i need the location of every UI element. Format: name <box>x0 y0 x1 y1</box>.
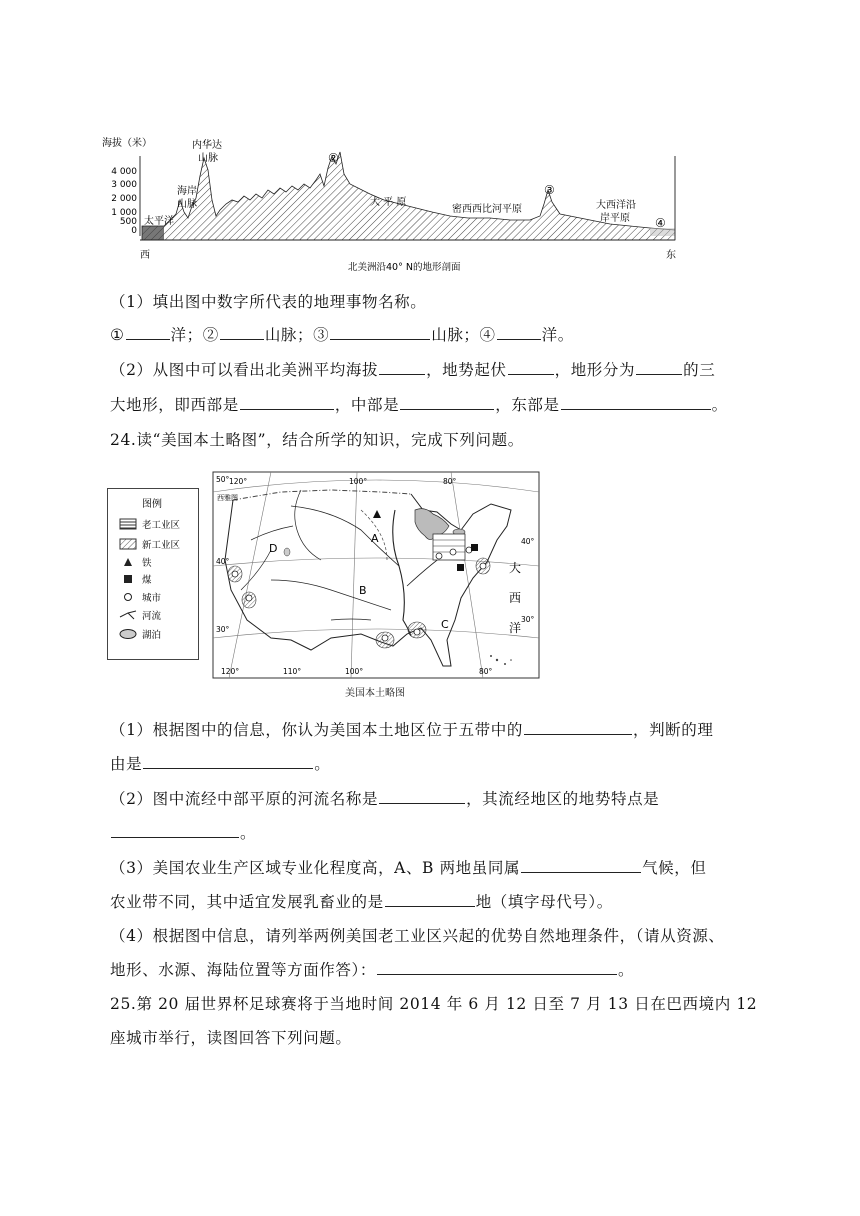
q23-part2-line1: （2）从图中可以看出北美洲平均海拔 ，地势起伏 ，地形分为 的三 <box>110 361 716 379</box>
label-B: B <box>359 584 367 597</box>
lon-top: 120° <box>229 477 248 486</box>
lon-bottom: 100° <box>345 667 364 676</box>
legend-new-industrial: 新工业区 <box>142 540 181 551</box>
q24-1-line2: 由是 。 <box>110 755 331 773</box>
blank-1[interactable] <box>126 325 170 340</box>
lat-left: 40° <box>216 557 230 566</box>
profile-caption: 北美洲沿40° N的地形剖面 <box>348 262 461 273</box>
label-atlantic-plain-2: 岸平原 <box>600 213 630 224</box>
q23-part2-line2: 大地形，即西部是 ，中部是 ，东部是 。 <box>110 396 728 414</box>
label-C: C <box>441 618 449 631</box>
q24-1-line1: （1）根据图中的信息，你认为美国本土地区位于五带中的 ，判断的理 <box>110 721 714 739</box>
q25-line2: 座城市举行，读图回答下列问题。 <box>110 1029 352 1047</box>
blank-river[interactable] <box>379 789 465 804</box>
label-coast-range-1: 海岸 <box>177 186 197 197</box>
q24-4-line2: 地形、水源、海陆位置等方面作答）： 。 <box>110 961 635 979</box>
legend-old-industrial: 老工业区 <box>142 520 181 531</box>
label-pacific: 太平洋 <box>144 216 174 227</box>
blank-climate[interactable] <box>521 858 641 873</box>
label-atlantic-1: 大 <box>509 561 522 575</box>
blank-east[interactable] <box>561 395 711 410</box>
coal-icon <box>124 575 132 583</box>
label-east: 东 <box>666 250 676 261</box>
lake-icon <box>120 630 136 639</box>
legend-iron: 铁 <box>142 558 152 569</box>
q23-part1-prompt: （1）填出图中数字所代表的地理事物名称。 <box>110 293 427 311</box>
q25-line1: 25.第 20 届世界杯足球赛将于当地时间 2014 年 6 月 12 日至 7 月 13 日在巴西境内 12 <box>110 995 758 1013</box>
y-tick: 4 000 <box>111 167 137 177</box>
terrain-profile-figure <box>100 128 690 278</box>
legend-title: 图例 <box>142 499 162 510</box>
y-axis-label: 海拔（米） <box>102 138 152 149</box>
lon-top: 80° <box>443 477 457 486</box>
blank-2[interactable] <box>220 325 264 340</box>
lon-bottom: 120° <box>221 667 240 676</box>
terrain-shape <box>142 152 675 240</box>
legend-coal: 煤 <box>142 575 152 586</box>
label-D: D <box>269 542 278 555</box>
iron-icon <box>124 558 132 566</box>
blank-relief[interactable] <box>508 360 554 375</box>
label-atlantic-2: 西 <box>509 591 522 605</box>
label-circle-4: ④ <box>655 216 666 230</box>
blank-terrain[interactable] <box>111 823 239 838</box>
q24-2-line2: 。 <box>110 821 256 843</box>
blank-central[interactable] <box>400 395 494 410</box>
blank-zone[interactable] <box>524 720 632 735</box>
city-icon <box>125 594 132 601</box>
legend-lake: 湖泊 <box>142 630 162 641</box>
q24-intro: 24.读“美国本土略图”，结合所学的知识，完成下列问题。 <box>110 431 524 449</box>
coal-marker <box>471 544 478 551</box>
label-circle-3: ③ <box>544 183 555 197</box>
blank-division[interactable] <box>636 360 682 375</box>
y-tick: 3 000 <box>111 180 137 190</box>
coal-marker <box>457 564 464 571</box>
q24-2-line1: （2）图中流经中部平原的河流名称是 ，其流经地区的地势特点是 <box>110 790 660 808</box>
lat-right: 40° <box>521 537 535 546</box>
river-icon <box>120 611 136 619</box>
label-nevada-2: 山脉 <box>198 153 218 164</box>
label-mississippi-plain: 密西西比河平原 <box>452 204 522 215</box>
blank-conditions[interactable] <box>377 960 617 975</box>
legend-city: 城市 <box>142 593 162 604</box>
us-map <box>211 470 541 680</box>
q23-part1-blanks: ① 洋；② 山脉；③ 山脉；④ 洋。 <box>110 326 574 344</box>
lon-bottom: 80° <box>479 667 493 676</box>
y-tick: 500 <box>119 217 137 227</box>
label-great-plains: 大 平 原 <box>370 197 407 208</box>
label-seattle: 西雅图 <box>217 494 238 502</box>
lat-left: 30° <box>216 625 230 634</box>
lat-left: 50° <box>216 475 230 484</box>
blank-dairy[interactable] <box>385 892 475 907</box>
q24-3-line1: （3）美国农业生产区域专业化程度高，A、B 两地虽同属 气候，但 <box>110 859 707 877</box>
label-coast-range-2: 山脉 <box>177 199 197 210</box>
blank-altitude[interactable] <box>379 360 425 375</box>
legend-river: 河流 <box>142 611 162 622</box>
y-tick: 2 000 <box>111 194 137 204</box>
y-tick: 0 <box>131 226 137 236</box>
blank-reason[interactable] <box>143 754 313 769</box>
blank-4[interactable] <box>497 325 541 340</box>
y-tick: 1 000 <box>111 208 137 218</box>
blank-west[interactable] <box>240 395 334 410</box>
terrain-profile-svg <box>100 128 690 278</box>
label-A: A <box>371 532 379 545</box>
label-atlantic-plain-1: 大西洋沿 <box>596 200 636 211</box>
map-legend <box>107 488 199 660</box>
lon-bottom: 110° <box>283 667 302 676</box>
label-atlantic-3: 洋 <box>509 621 522 635</box>
q24-4-line1: （4）根据图中信息，请列举两例美国老工业区兴起的优势自然地理条件，（请从资源、 <box>110 927 725 945</box>
lat-right: 30° <box>521 615 535 624</box>
q24-3-line2: 农业带不同，其中适宜发展乳畜业的是 地（填字母代号）。 <box>110 893 613 911</box>
blank-3[interactable] <box>330 325 430 340</box>
label-circle-2: ② <box>328 151 339 165</box>
lon-top: 100° <box>349 477 368 486</box>
map-caption: 美国本土略图 <box>345 688 405 699</box>
label-nevada-1: 内华达 <box>192 140 222 151</box>
label-west: 西 <box>140 250 150 261</box>
